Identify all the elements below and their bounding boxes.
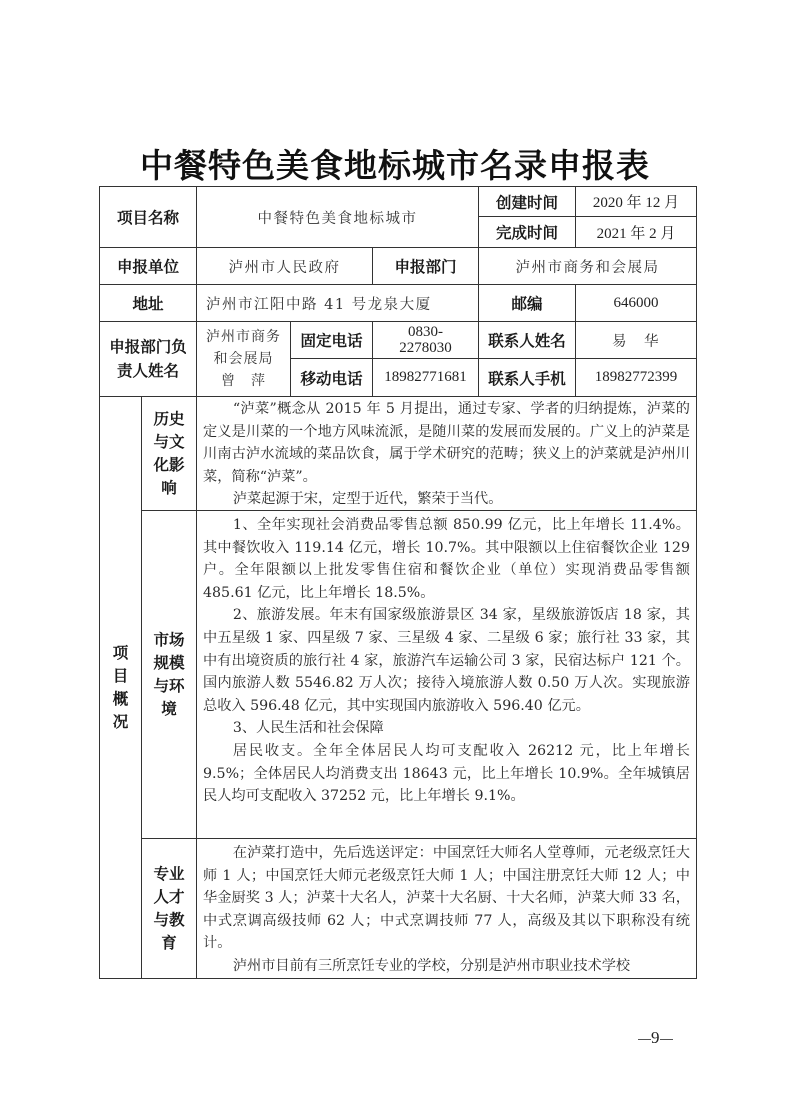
talent-paragraph: 在泸菜打造中，先后选送评定：中国烹饪大师名人堂尊师，元老级烹饪大师 1 人；中国烹饪大师元老级烹饪大师 1 人；中国注册烹饪大师 12 人；中华金厨奖 3 人；泸菜十大名人，泸菜十大名厨、十大名师，泸菜大师 33 名，中式烹调高级技师 62 人；中式烹调技师 77 人，高级及其以下职称没有统计。 [203,845,690,952]
applicant-dept-label [372,247,479,285]
form-title: 中餐特色美食地标城市名录申报表 [140,146,650,185]
page-number [638,1028,673,1048]
talent-paragraph: 泸州市目前有三所烹饪专业的学校，分别是泸州市职业技术学校 [232,957,631,974]
address-label [99,284,197,322]
history-label-line: 与文 [153,432,185,451]
address-value [196,284,479,322]
head-label [99,321,197,397]
talent-label [141,838,197,979]
contact-name-label-text: 联系人姓名 [488,332,566,350]
market-paragraph: 3、人民生活和社会保障 [232,720,384,737]
contact-mobile-label [478,358,576,397]
page-number-dash-left [638,1039,651,1040]
address-value-text: 泸州市江阳中路 41 号龙泉大厦 [206,296,432,313]
overview-section-label [99,396,142,979]
project-name-label-text: 项目名称 [116,209,179,227]
postcode-value-text: 646000 [613,294,659,311]
market-label-line: 与环 [153,676,185,695]
head-label-text: 申报部门负责人姓名 [109,338,187,380]
overview-label-char: 项 [112,643,129,662]
applicant-unit-value-text: 泸州市人民政府 [228,259,341,276]
talent-label-line: 人才 [153,887,185,906]
created-label [478,186,576,217]
history-label [141,396,197,511]
market-label-line: 市场 [153,630,185,649]
history-paragraph: 泸菜起源于宋，定型于近代，繁荣于当代。 [232,491,503,508]
completed-label [478,216,576,248]
created-label-text: 创建时间 [495,193,558,212]
contact-mobile-value-text: 18982772399 [594,369,678,385]
postcode-value [575,284,697,322]
market-paragraph: 居民收支。全年全体居民人均可支配收入 26212 元，比上年增长 9.5%；全体居民人均消费支出 18643 元，比上年增长 10.9%。全年城镇居民人均可支配收入 37252 元，比上年增长 9.1%。 [203,742,690,805]
landline-value [372,321,479,359]
contact-name-value [575,321,697,359]
history-label-line: 化影 [153,455,185,474]
landline-label-text: 固定电话 [300,332,363,350]
overview-label-char: 况 [112,712,129,731]
landline-value-line2: 2278030 [399,340,452,356]
project-name-label [99,186,197,248]
completed-label-text: 完成时间 [495,224,558,242]
market-label [141,510,197,839]
page-number-text: 9 [651,1028,660,1047]
project-name-value-text: 中餐特色美食地标城市 [257,210,418,227]
mobile-value-text: 18982771681 [384,369,467,385]
talent-label-line: 专业 [153,864,185,883]
market-label-line: 境 [161,699,177,718]
address-label-text: 地址 [132,295,164,313]
history-paragraph: “泸菜”概念从 2015 年 5 月提出，通过专家、学者的归纳提炼，泸菜的定义是川菜的一个地方风味流派，是随川菜的发展而发展的。广义上的泸菜是川南古泸水流域的菜品饮食，属于学术研究的范畴；狭义上的泸菜就是泸州川菜，简称“泸菜”。 [203,401,690,485]
head-value-org: 泸州市商务和会展局 [206,329,281,367]
applicant-unit-value [196,247,373,285]
completed-value-text: 2021 年 2 月 [596,225,676,242]
mobile-value [372,358,479,397]
postcode-label [478,284,576,322]
history-label-line: 历史 [153,409,185,428]
page-number-dash-right [660,1039,673,1040]
contact-name-value-text: 易 华 [612,333,660,350]
market-label-line: 规模 [153,653,185,672]
created-value-text: 2020 年 12 月 [592,195,680,211]
contact-name-label [478,321,576,359]
talent-label-line: 育 [161,933,177,952]
postcode-label-text: 邮编 [511,295,543,313]
completed-value [575,216,697,248]
project-name-value [196,186,479,248]
mobile-label [290,358,373,397]
applicant-dept-value-text: 泸州市商务和会展局 [515,259,660,276]
head-value [196,321,291,397]
head-value-name: 曾 萍 [221,373,266,389]
landline-value-line1: 0830- [408,324,443,340]
overview-label-char: 概 [112,689,129,708]
applicant-dept-label-text: 申报部门 [394,258,457,276]
overview-label-char: 目 [112,666,129,685]
market-paragraph: 2、旅游发展。年末有国家级旅游景区 34 家，星级旅游饭店 18 家，其中五星级 1 家、四星级 7 家、三星级 4 家、二星级 6 家；旅行社 33 家，其中有出境资质的旅行社 4 家，旅游汽车运输公司 3 家，民宿达标户 121 个。国内旅游人数 5546.82 万人次；接待入境旅游人数 0.50 万人次。实现旅游总收入 596.48 亿元，其中实现国内旅游收入 596.40 亿元。 [203,607,690,714]
talent-label-line: 与教 [153,910,185,929]
history-content [196,396,697,511]
applicant-dept-value [478,247,697,285]
contact-mobile-value [575,358,697,397]
applicant-unit-label [99,247,197,285]
market-content [196,510,697,839]
talent-content [196,838,697,979]
applicant-unit-label-text: 申报单位 [116,258,179,276]
market-paragraph: 1、全年实现社会消费品零售总额 850.99 亿元，比上年增长 11.4%。其中餐饮收入 119.14 亿元，增长 10.7%。其中限额以上住宿餐饮企业 129 户。全年限额以上批发零售住宿和餐饮企业（单位）实现消费品零售额 485.61 亿元，比上年增长 18.5%。 [203,517,690,601]
mobile-label-text: 移动电话 [300,369,363,388]
created-value [575,186,697,217]
contact-mobile-label-text: 联系人手机 [488,369,566,388]
landline-label [290,321,373,359]
history-label-line: 响 [161,478,177,497]
